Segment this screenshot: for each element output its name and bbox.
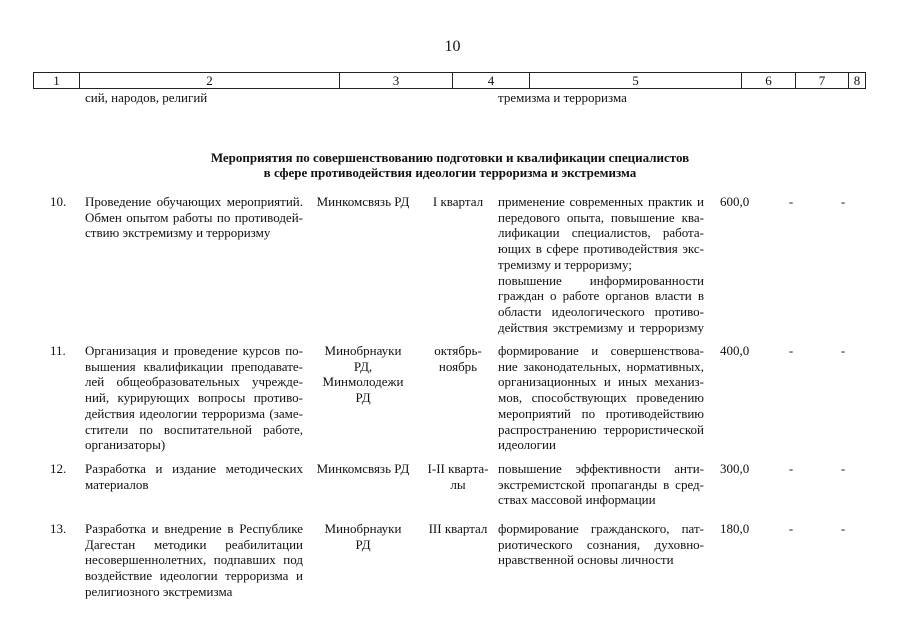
period-cell xyxy=(421,461,495,492)
col7-value: - xyxy=(788,194,794,209)
activity-line: лей общеобразовательных учрежде- xyxy=(85,374,303,390)
activity-line: Обмен опытом работы по противодей- xyxy=(85,209,303,225)
activity-line: организаторы) xyxy=(85,437,166,453)
header-col-3: 3 xyxy=(339,73,452,88)
result-line: формирование и совершенствова- xyxy=(498,343,704,358)
col7-value: - xyxy=(788,343,794,358)
result-cell xyxy=(498,461,704,508)
col8-value: - xyxy=(840,521,846,536)
result-line: организационных и иных механиз- xyxy=(498,374,704,390)
period-line: лы xyxy=(450,476,466,492)
activity-line: стители по воспитательной работе, xyxy=(85,421,303,437)
col8-value: - xyxy=(840,194,846,209)
activity-line: несовершеннолетних, подпавших под xyxy=(85,552,303,568)
result-line: ствах массовой информации xyxy=(498,492,656,508)
header-col-5: 5 xyxy=(529,73,741,88)
period-cell xyxy=(421,194,495,210)
header-col-6: 6 xyxy=(741,73,795,88)
executor-cell xyxy=(307,461,419,477)
column-number-header xyxy=(33,72,866,89)
result-cell xyxy=(498,521,704,568)
col8-value: - xyxy=(840,461,846,476)
result-cell xyxy=(498,343,704,453)
header-col-4: 4 xyxy=(452,73,529,88)
result-line: лификации специалистов, работа- xyxy=(498,225,704,241)
activity-line: ствию экстремизму и терроризму xyxy=(85,225,271,241)
period-cell xyxy=(421,521,495,537)
row-number: 12. xyxy=(50,461,67,476)
executor-line: Минобрнауки xyxy=(324,343,402,358)
result-line: идеологии xyxy=(498,437,556,453)
result-line: применение современных практик и xyxy=(498,194,704,209)
activity-cell xyxy=(85,343,303,453)
row-number: 10. xyxy=(50,194,67,209)
executor-cell xyxy=(307,194,419,210)
row-number: 13. xyxy=(50,521,67,536)
period-line: I-II кварта- xyxy=(427,461,489,476)
executor-cell xyxy=(307,521,419,552)
activity-cell xyxy=(85,461,303,492)
amount-value: 300,0 xyxy=(720,461,750,476)
result-line: повышение информированности xyxy=(498,272,704,288)
result-line: ющих в сфере противодействия экс- xyxy=(498,241,704,257)
activity-line: Проведение обучающих мероприятий. xyxy=(85,194,303,209)
executor-line: Минобрнауки xyxy=(324,521,402,536)
result-line: экстремистской пропаганды в сред- xyxy=(498,476,704,492)
result-line: мероприятий по противодействию xyxy=(498,405,704,421)
period-line: ноябрь xyxy=(438,358,478,374)
header-col-7: 7 xyxy=(795,73,848,88)
result-line: мов, способствующих проведению xyxy=(498,390,704,406)
carryover-activity-text: сий, народов, религий xyxy=(85,90,208,105)
result-line: граждан о работе органов власти в xyxy=(498,288,704,304)
period-line: I квартал xyxy=(432,194,484,209)
executor-line: Минкомсвязь РД xyxy=(316,461,410,476)
header-col-2: 2 xyxy=(79,73,339,88)
activity-line: вышения квалификации преподавате- xyxy=(85,358,303,374)
activity-cell xyxy=(85,194,303,241)
executor-line: РД, xyxy=(353,358,373,374)
section-title-line-1: Мероприятия по совершенствованию подготовки и квалификации специалистов xyxy=(210,150,690,165)
period-line: III квартал xyxy=(428,521,488,536)
amount-value: 400,0 xyxy=(720,343,750,358)
result-line: повышение эффективности анти- xyxy=(498,461,704,476)
page-number: 10 xyxy=(444,38,461,55)
result-line: действия экстремизму и терроризму xyxy=(498,319,704,335)
section-title xyxy=(140,150,760,180)
activity-line: ний, курирующих вопросы противо- xyxy=(85,390,303,406)
header-col-1: 1 xyxy=(33,73,79,88)
result-cell xyxy=(498,194,704,335)
activity-line: действия идеологии терроризма (заме- xyxy=(85,405,303,421)
amount-value: 600,0 xyxy=(720,194,750,209)
result-line: нравственной основы личности xyxy=(498,552,674,568)
activity-line: Организация и проведение курсов по- xyxy=(85,343,303,358)
period-line: октябрь- xyxy=(434,343,482,358)
col7-value: - xyxy=(788,461,794,476)
result-line: области идеологического противо- xyxy=(498,303,704,319)
col8-value: - xyxy=(840,343,846,358)
result-line: формирование гражданского, пат- xyxy=(498,521,704,536)
activity-line: Разработка и издание методических xyxy=(85,461,303,476)
activity-cell xyxy=(85,521,303,600)
activity-line: воздействие идеологии терроризма и xyxy=(85,568,303,584)
col7-value: - xyxy=(788,521,794,536)
amount-value: 180,0 xyxy=(720,521,750,536)
result-line: тремизму и терроризму; xyxy=(498,256,632,272)
executor-line: РД xyxy=(355,536,371,552)
executor-line: РД xyxy=(355,390,371,406)
activity-line: Разработка и внедрение в Республике xyxy=(85,521,303,536)
result-line: передового опыта, повышение ква- xyxy=(498,209,704,225)
row-number: 11. xyxy=(50,343,66,358)
executor-line: Минмолодежи xyxy=(322,374,404,390)
executor-line: Минкомсвязь РД xyxy=(316,194,410,209)
activity-line: Дагестан методики реабилитации xyxy=(85,536,303,552)
result-line: ние законодательных, нормативных, xyxy=(498,358,704,374)
section-title-line-2: в сфере противодействия идеологии терроризма и экстремизма xyxy=(263,165,637,180)
header-col-8: 8 xyxy=(848,73,866,88)
result-line: распространению террористической xyxy=(498,421,704,437)
activity-line: материалов xyxy=(85,476,149,492)
period-cell xyxy=(421,343,495,374)
activity-line: религиозного экстремизма xyxy=(85,583,233,599)
executor-cell xyxy=(307,343,419,406)
result-line: риотического сознания, духовно- xyxy=(498,536,704,552)
carryover-result-text: тремизма и терроризма xyxy=(498,90,627,105)
